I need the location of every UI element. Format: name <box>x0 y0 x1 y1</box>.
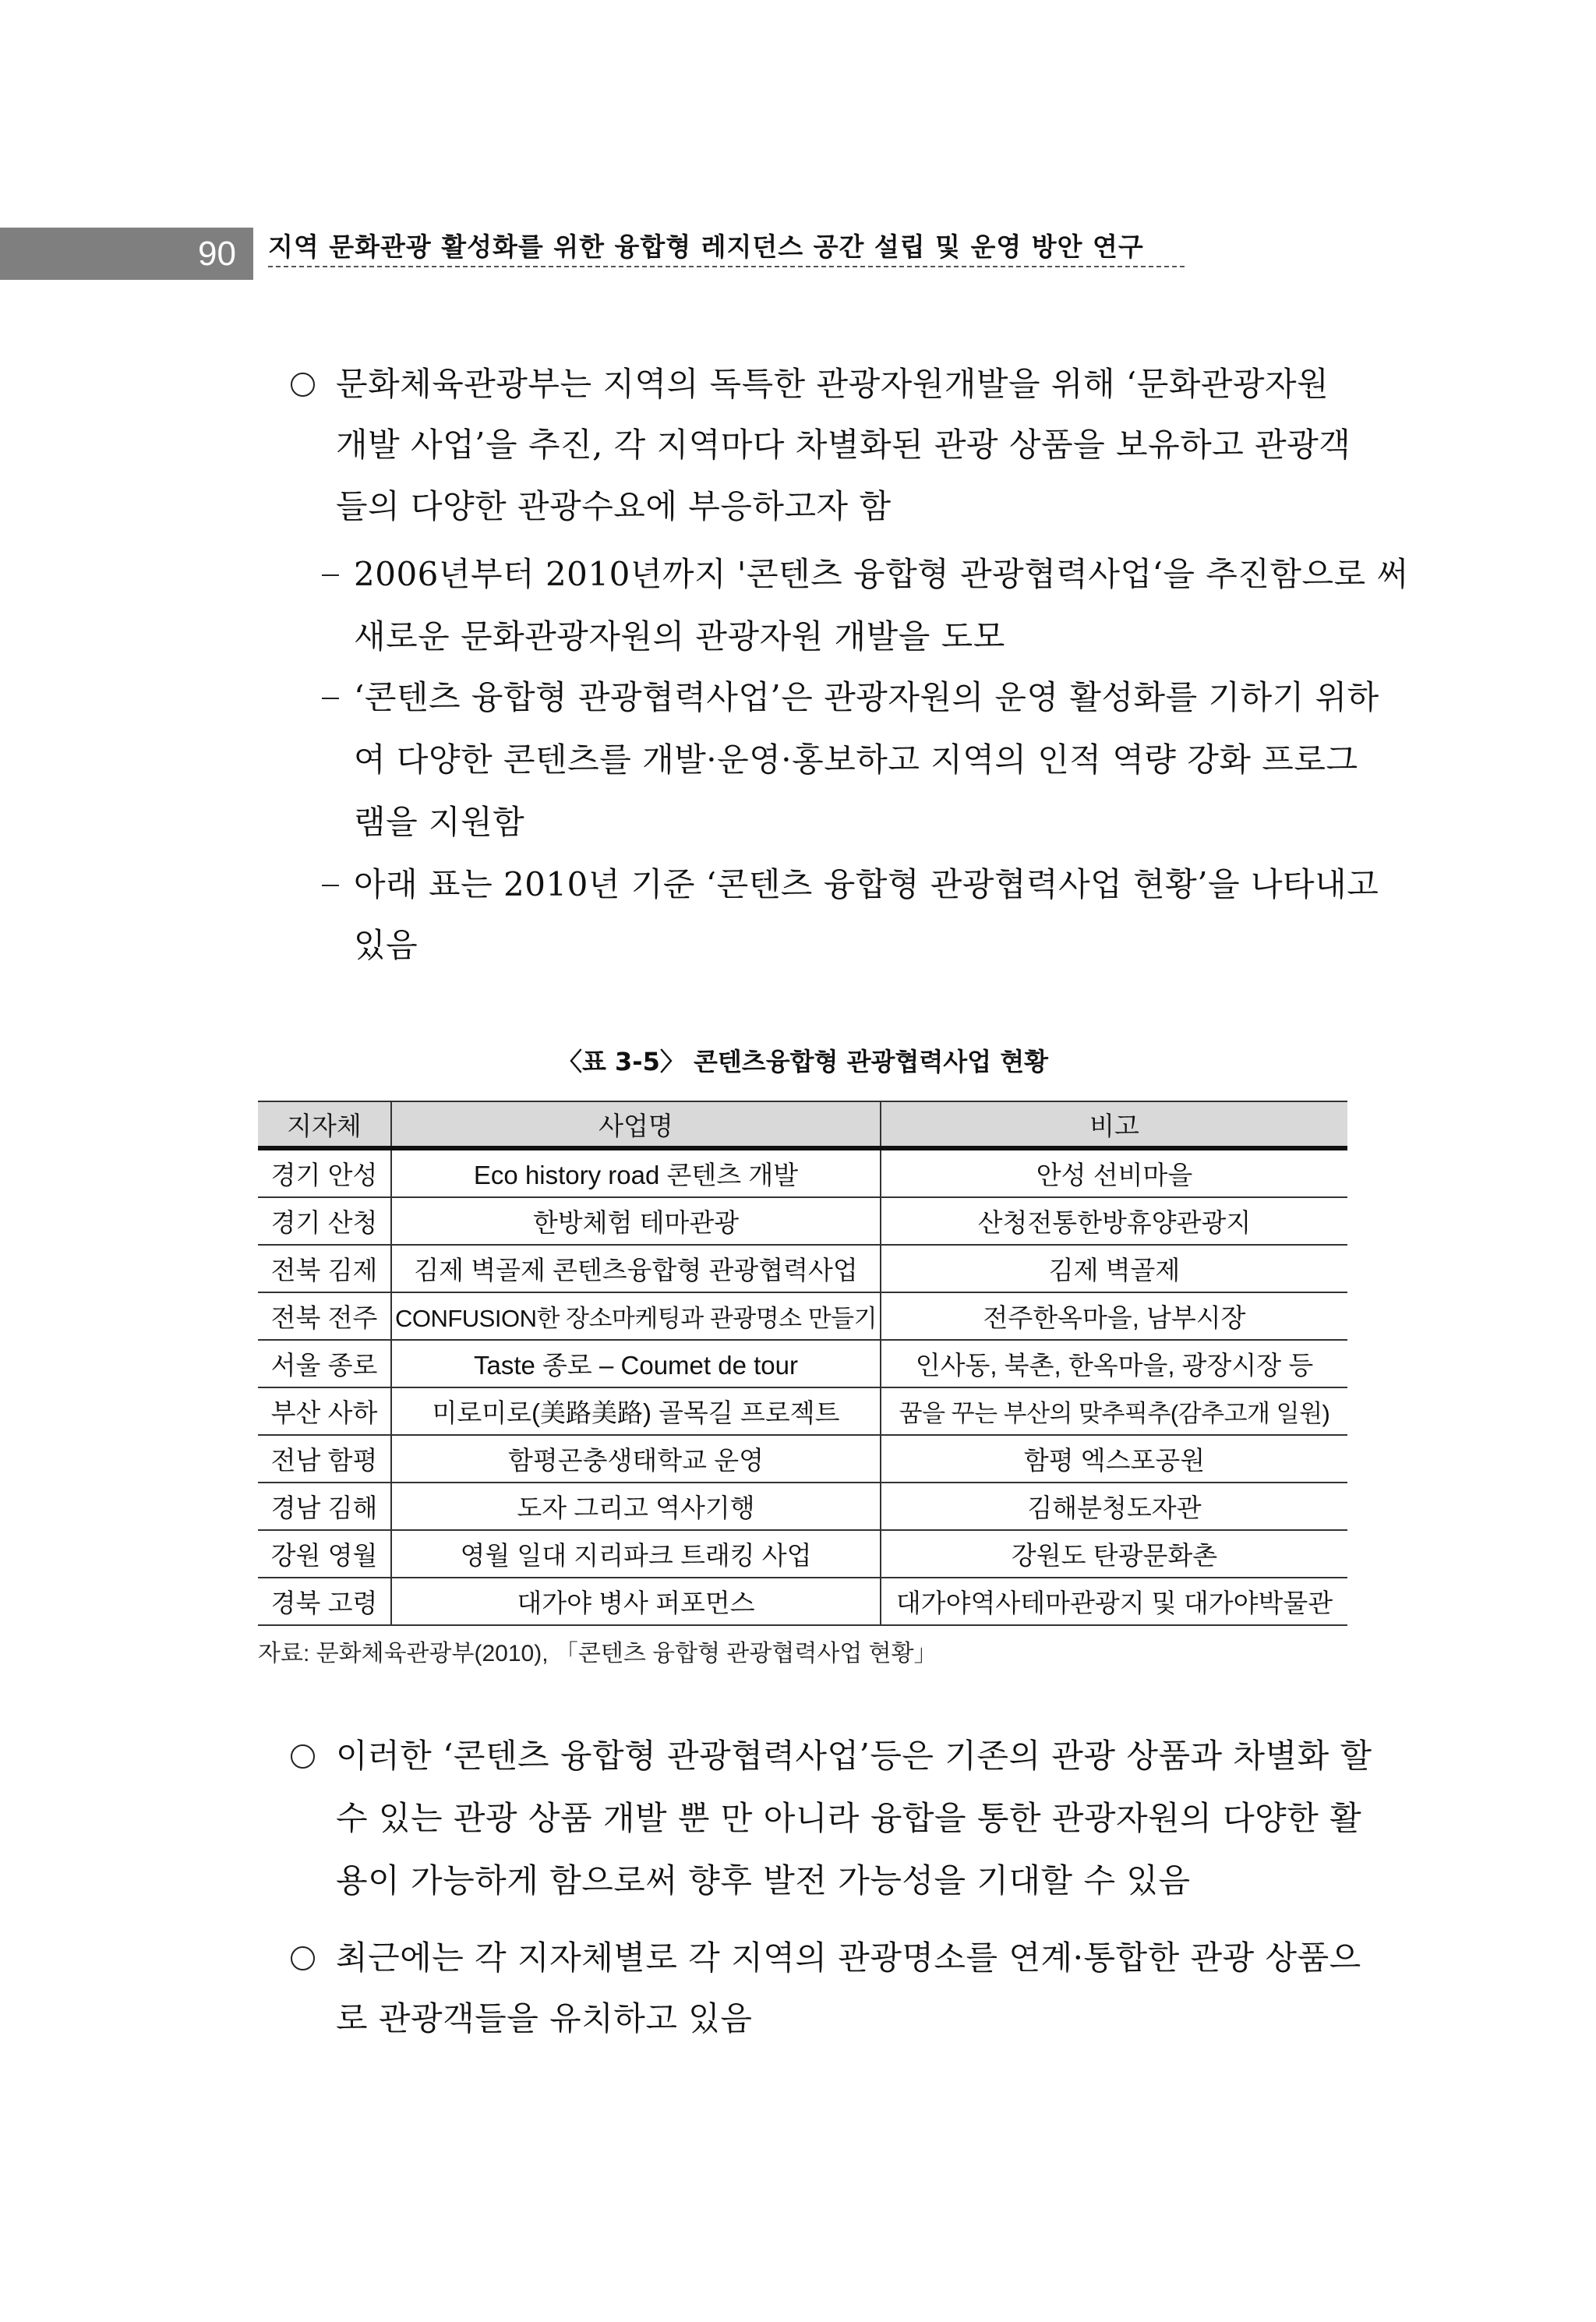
page-number-box <box>0 228 253 280</box>
paragraph-line: 로 관광객들을 유치하고 있음 <box>336 1999 753 2037</box>
table-row <box>258 1435 1347 1483</box>
table-row <box>258 1387 1347 1435</box>
project-status-table <box>258 1101 1347 1626</box>
cell-municipality: 전남 함평 <box>258 1435 391 1483</box>
cell-project-name: Eco history road 콘텐츠 개발 <box>391 1148 881 1197</box>
cell-remarks: 강원도 탄광문화촌 <box>881 1530 1347 1578</box>
cell-remarks: 김제 벽골제 <box>881 1245 1347 1292</box>
cell-municipality: 경기 산청 <box>258 1197 391 1245</box>
table-row <box>258 1148 1347 1197</box>
table-title: 〈표 3-5〉 콘텐츠융합형 관광협력사업 현황 <box>556 1047 1049 1076</box>
cell-project-name: CONFUSION한 장소마케팅과 관광명소 만들기 <box>391 1292 881 1340</box>
cell-remarks: 안성 선비마을 <box>881 1148 1347 1197</box>
cell-municipality: 경북 고령 <box>258 1578 391 1625</box>
cell-project-name: 영월 일대 지리파크 트래킹 사업 <box>391 1530 881 1578</box>
column-header-remarks: 비고 <box>881 1101 1347 1148</box>
cell-project-name: 도자 그리고 역사기행 <box>391 1483 881 1530</box>
cell-project-name: 김제 벽골제 콘텐츠융합형 관광협력사업 <box>391 1245 881 1292</box>
circle-bullet-icon <box>291 373 315 397</box>
sub-item-line: 램을 지원함 <box>354 803 525 841</box>
sub-item-line: 2006년부터 2010년까지 '콘텐츠 융합형 관광협력사업‘을 추진함으로 써 <box>354 555 1409 593</box>
cell-municipality: 서울 종로 <box>258 1340 391 1387</box>
table-source-note: 자료: 문화체육관광부(2010), 「콘텐츠 융합형 관광협력사업 현황」 <box>258 1641 937 1666</box>
dash-bullet-icon <box>322 885 339 886</box>
cell-remarks: 꿈을 꾸는 부산의 맞추픽추(감추고개 일원) <box>881 1387 1347 1435</box>
cell-project-name: Taste 종로 – Coumet de tour <box>391 1340 881 1387</box>
cell-municipality: 전북 전주 <box>258 1292 391 1340</box>
cell-municipality: 강원 영월 <box>258 1530 391 1578</box>
sub-item-line: 있음 <box>354 926 418 964</box>
table-row <box>258 1483 1347 1530</box>
table-row <box>258 1197 1347 1245</box>
sub-item-line: 여 다양한 콘텐츠를 개발·운영·홍보하고 지역의 인적 역량 강화 프로그 <box>354 740 1358 779</box>
running-title: 지역 문화관광 활성화를 위한 융합형 레지던스 공간 설립 및 운영 방안 연구 <box>268 231 1144 262</box>
table-header-row <box>258 1101 1347 1148</box>
cell-municipality: 경기 안성 <box>258 1148 391 1197</box>
cell-project-name: 대가야 병사 퍼포먼스 <box>391 1578 881 1625</box>
page-number: 90 <box>198 235 236 273</box>
paragraph-line: 용이 가능하게 함으로써 향후 발전 가능성을 기대할 수 있음 <box>336 1861 1191 1900</box>
cell-remarks: 산청전통한방휴양관광지 <box>881 1197 1347 1245</box>
table-row <box>258 1245 1347 1292</box>
table-row <box>258 1292 1347 1340</box>
circle-bullet-icon <box>291 1946 315 1970</box>
column-header-project-name: 사업명 <box>391 1101 881 1148</box>
dash-bullet-icon <box>322 698 339 699</box>
column-header-municipality: 지자체 <box>258 1101 391 1148</box>
paragraph-line: 문화체육관광부는 지역의 독특한 관광자원개발을 위해 ‘문화관광자원 <box>336 365 1329 403</box>
cell-remarks: 인사동, 북촌, 한옥마을, 광장시장 등 <box>881 1340 1347 1387</box>
table-row <box>258 1340 1347 1387</box>
paragraph-line: 개발 사업’을 추진, 각 지역마다 차별화된 관광 상품을 보유하고 관광객 <box>336 426 1351 464</box>
cell-municipality: 전북 김제 <box>258 1245 391 1292</box>
cell-municipality: 경남 김해 <box>258 1483 391 1530</box>
paragraph-line: 들의 다양한 관광수요에 부응하고자 함 <box>336 487 892 525</box>
cell-remarks: 김해분청도자관 <box>881 1483 1347 1530</box>
circle-bullet-icon <box>291 1744 315 1769</box>
cell-municipality: 부산 사하 <box>258 1387 391 1435</box>
table-row <box>258 1530 1347 1578</box>
cell-project-name: 미로미로(美路美路) 골목길 프로젝트 <box>391 1387 881 1435</box>
cell-project-name: 한방체험 테마관광 <box>391 1197 881 1245</box>
sub-item-line: 아래 표는 2010년 기준 ‘콘텐츠 융합형 관광협력사업 현황’을 나타내고 <box>354 865 1379 903</box>
sub-item-line: ‘콘텐츠 융합형 관광협력사업’은 관광자원의 운영 활성화를 기하기 위하 <box>354 678 1379 716</box>
paragraph-line: 이러한 ‘콘텐츠 융합형 관광협력사업’등은 기존의 관광 상품과 차별화 할 <box>336 1737 1372 1775</box>
table-row <box>258 1578 1347 1625</box>
sub-item-line: 새로운 문화관광자원의 관광자원 개발을 도모 <box>354 617 1005 656</box>
running-title-dashed-rule <box>268 266 1185 267</box>
cell-remarks: 함평 엑스포공원 <box>881 1435 1347 1483</box>
cell-project-name: 함평곤충생태학교 운영 <box>391 1435 881 1483</box>
paragraph-line: 수 있는 관광 상품 개발 뿐 만 아니라 융합을 통한 관광자원의 다양한 활 <box>336 1799 1362 1837</box>
paragraph-line: 최근에는 각 지자체별로 각 지역의 관광명소를 연계·통합한 관광 상품으 <box>336 1939 1361 1977</box>
cell-remarks: 전주한옥마을, 남부시장 <box>881 1292 1347 1340</box>
cell-remarks: 대가야역사테마관광지 및 대가야박물관 <box>881 1578 1347 1625</box>
dash-bullet-icon <box>322 574 339 576</box>
